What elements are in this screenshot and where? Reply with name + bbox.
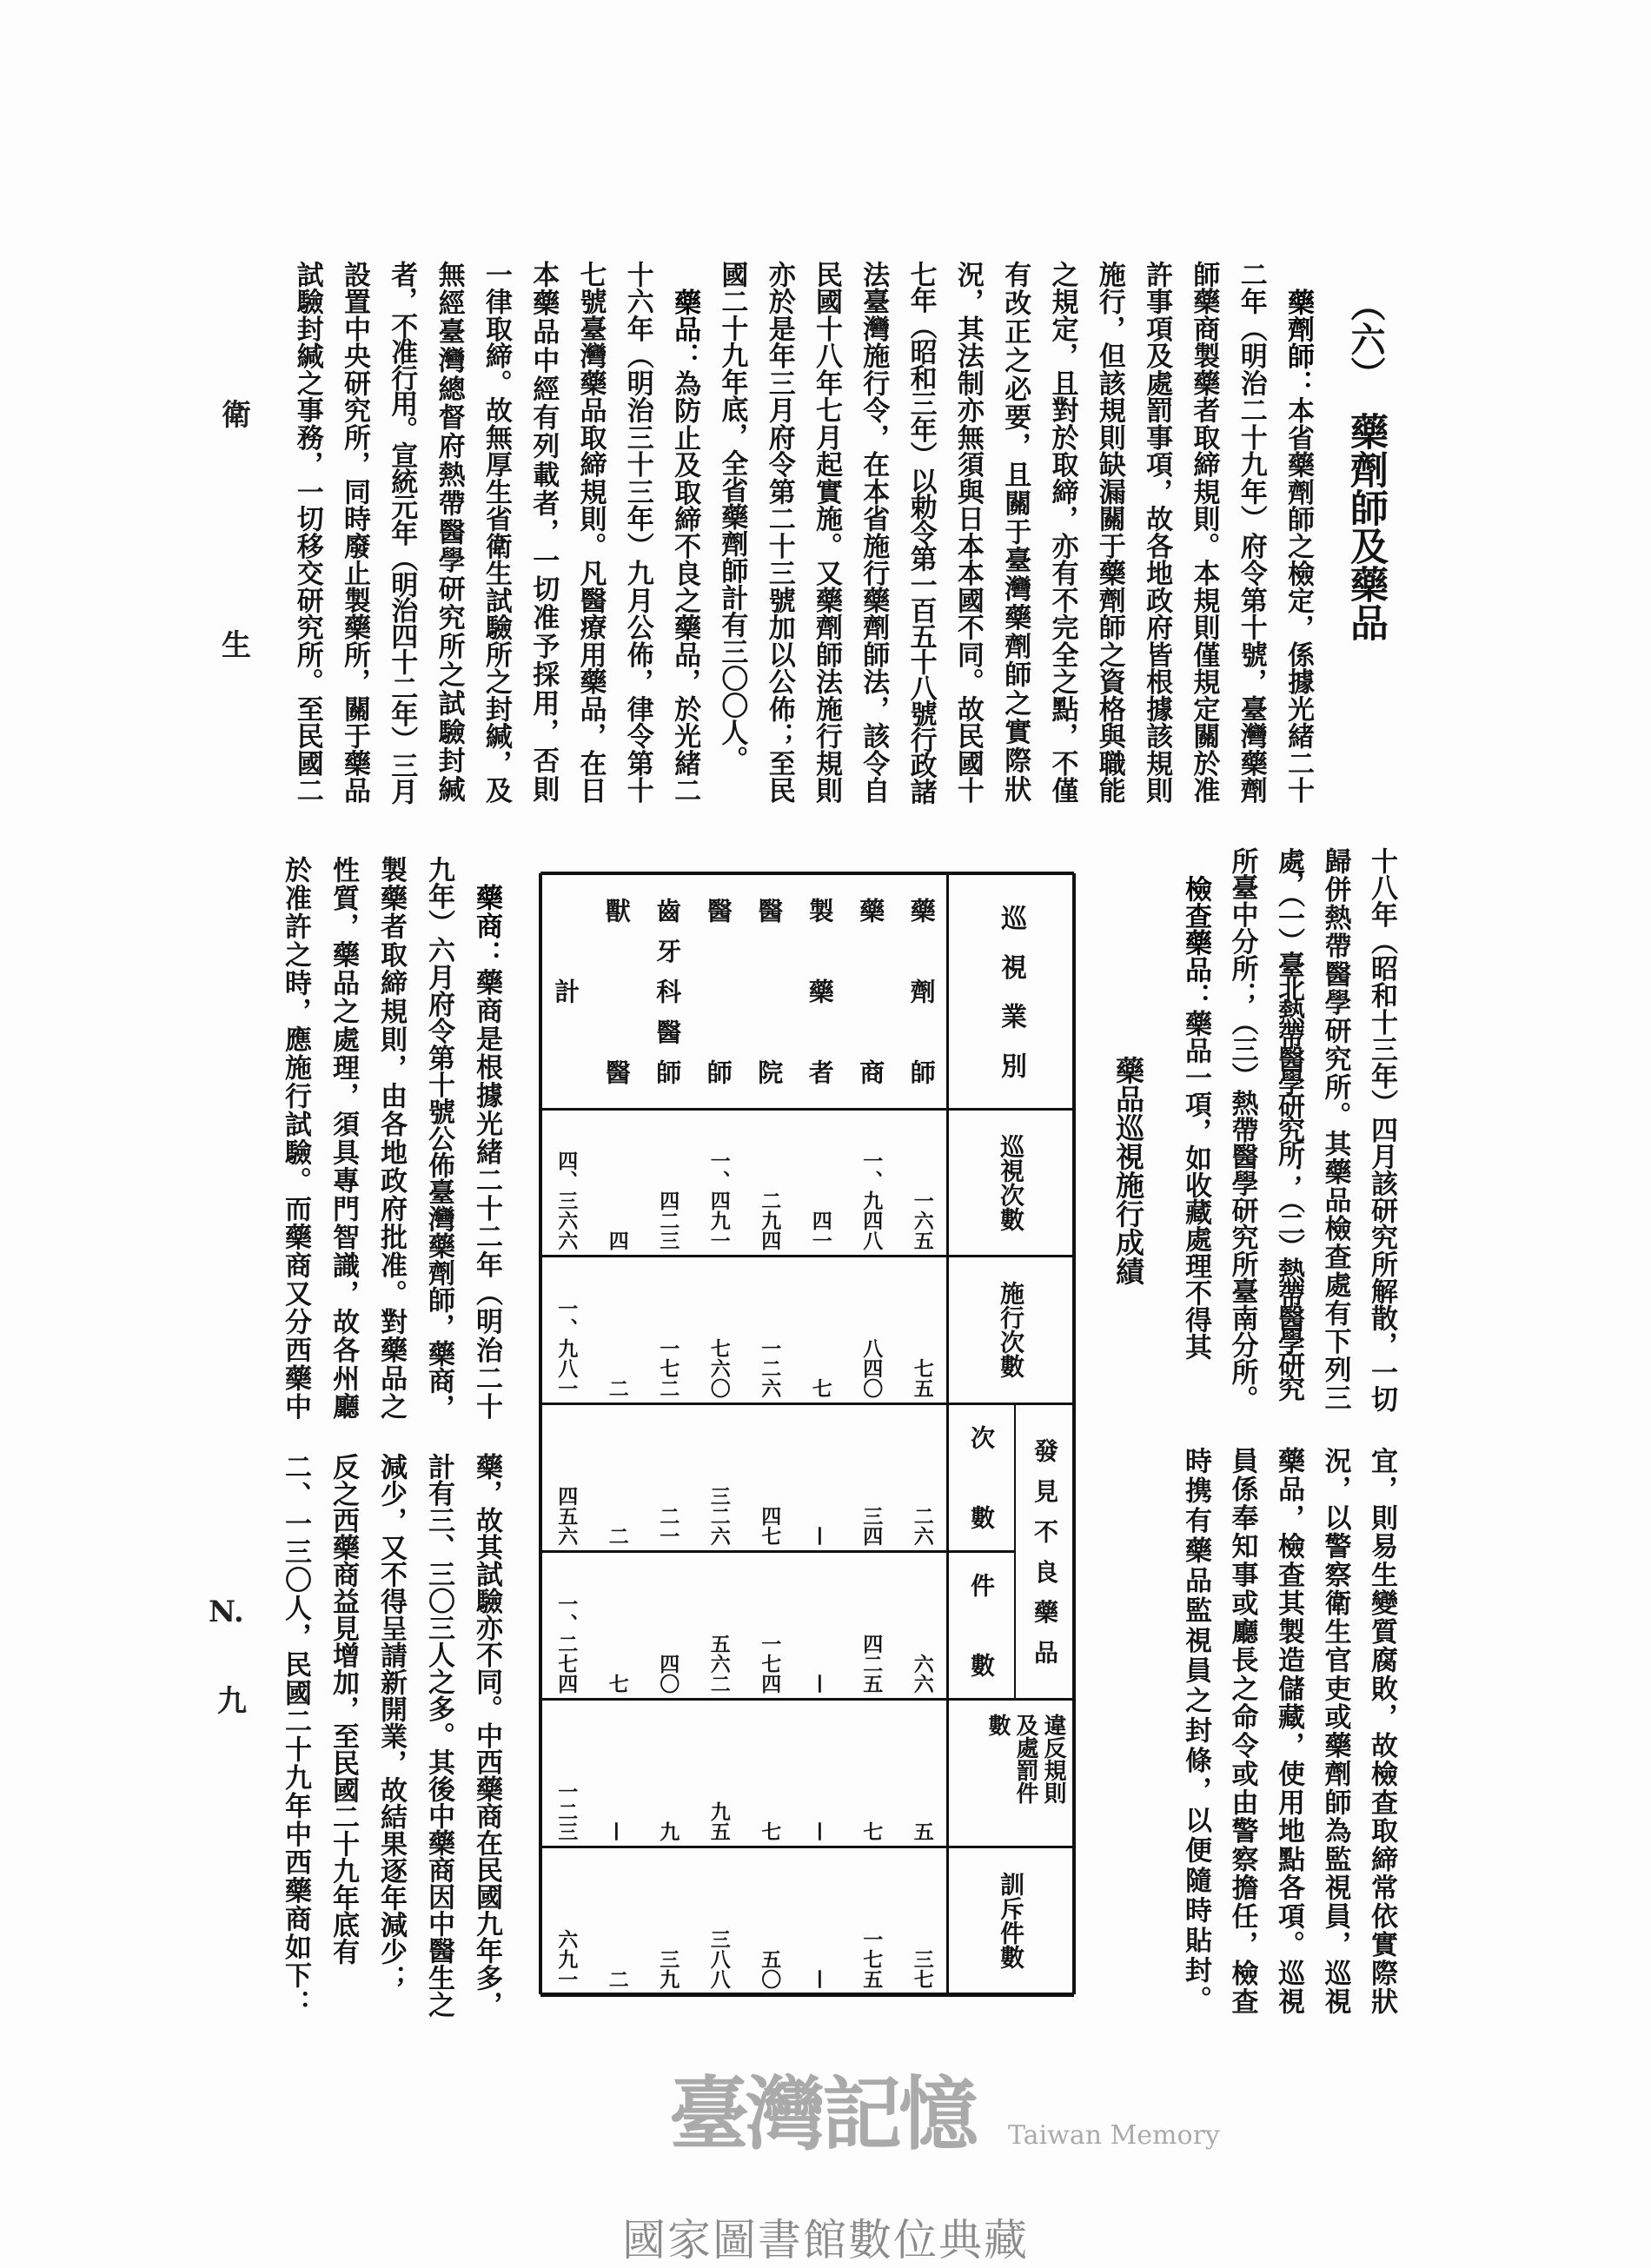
header-found-items [947,1551,1015,1699]
table-value-text: 一、九八一 [554,1298,579,1398]
paragraph-heading: 藥商： [471,884,502,969]
category-label-text: 藥劑師 [906,898,937,1084]
text-column: 歸併熱帶醫學研究所。其藥品檢查處有下列三 [1319,847,1351,1412]
table-value-text: 三四 [859,1506,884,1546]
table-value [897,1403,948,1551]
header-patrol-text: 巡視次數 [997,1133,1025,1231]
header-found-items-text: 件數 [967,1573,996,1677]
table-value [592,1256,643,1403]
table-value-text: 一二三 [554,1781,579,1841]
table-value [693,1403,745,1551]
text-column: 有改正之必要，且關于臺灣藥劑師之實際狀 [999,261,1031,804]
table-value [693,1847,745,1994]
text-column: 十六年（明治三十三年）九月公佈，律令第十 [621,261,653,804]
table-value [540,1847,592,1994]
table-value [693,1699,745,1847]
header-violation-line-text: 及處罰件 [1012,1714,1038,1804]
table-value-text: 四〇 [656,1654,680,1694]
category-label [845,873,897,1109]
header-exec [947,1256,1074,1403]
table-value-text: — [808,1821,832,1841]
text-column: 況，以警察衛生官吏或藥劑師為監視員，巡視 [1319,1447,1351,2016]
table-value-text: — [808,1526,832,1546]
header-category [947,873,1074,1109]
text-column: 十八年（昭和十三年）四月該研究所解散，一切 [1366,847,1397,1412]
table-value [744,1551,795,1699]
header-reprimand-text: 訓斥件數 [997,1872,1025,1969]
table-value [897,1256,948,1403]
table-value-text: 一七二 [656,1338,680,1398]
table-value [845,1403,897,1551]
table-value [744,1699,795,1847]
table-value [744,1403,795,1551]
table-value [795,1109,846,1256]
table-value [795,1403,846,1551]
category-label-text: 醫師 [703,898,733,1084]
paragraph-heading: 藥品： [669,288,701,370]
header-category-text: 巡視業別 [996,904,1026,1078]
table-value-text: 八四〇 [859,1338,884,1398]
text-column: 之規定，且對於取締，亦有不完全之點，不僅 [1046,261,1078,804]
table-value-text: 七 [859,1821,884,1841]
table-value [642,1256,693,1403]
table-value [845,1847,897,1994]
header-violation-line [984,1714,1011,1835]
text-column: 員係奉知事或廳長之命令或由警察擔任，檢查 [1226,1447,1258,2016]
table-value-text: 三八八 [706,1929,731,1989]
text-column: 藥，故其試驗亦不同。中西藥商在民國九年多， [471,1453,502,2018]
table-value [642,1699,693,1847]
category-label [540,873,592,1109]
table-value [540,1551,592,1699]
table-value [845,1699,897,1847]
table-value-text: 五 [910,1821,934,1841]
text-column: 所臺中分所；（三）熱帶醫學研究所臺南分所。 [1226,847,1258,1412]
header-patrol [947,1109,1074,1256]
table-value-text: 二 [605,1526,629,1546]
table-value-text: 九五 [706,1801,731,1841]
text-column: 製藥者取締規則，由各地政府批准。對藥品之 [375,856,407,1421]
table-value [795,1699,846,1847]
text-column: 減少，又不得呈請新開業，故結果逐年減少； [375,1453,407,1992]
table-value-text: 四二五 [859,1634,884,1694]
table-value [795,1847,846,1994]
table-value [897,1551,948,1699]
table-value [642,1403,693,1551]
text-column: 反之西藥商益見增加，至民國二十九年底有 [328,1453,359,1965]
table-value-text: 六六 [910,1654,934,1694]
paragraph-heading: 檢查藥品： [1180,875,1211,1010]
table-value-text: 六九一 [554,1929,579,1989]
text-column: 施行，但該規則缺漏關于藥劑師之資格與職能 [1093,261,1125,804]
text-column: 宜，則易生變質腐敗，故檢查取締常依實際狀 [1366,1447,1397,2016]
table-value-text: 一七四 [758,1634,782,1694]
table-value-text: 一二六 [758,1338,782,1398]
running-head-bottom: 生 [222,628,251,663]
table-value [592,1847,643,1994]
text-column: 九年）六月府令第十號公佈臺灣藥劑師，藥商， [423,856,454,1421]
header-reprimand [947,1847,1074,1994]
header-exec-text: 施行次數 [997,1281,1025,1378]
column-text: 本省藥劑師之檢定，係據光緒二十 [1283,396,1314,804]
table-value-text: 五六二 [706,1634,731,1694]
table-value [592,1699,643,1847]
section-number: （六） [1345,287,1386,391]
table-value-text: 三九 [656,1949,680,1989]
category-label-text: 獸醫 [601,898,632,1084]
category-label-text: 醫院 [754,898,785,1084]
table-value [897,1109,948,1256]
table-value-text: 一、九四八 [859,1151,884,1250]
header-violation-line-text: 違反規則 [1040,1714,1066,1804]
category-label [642,873,693,1109]
table-value-text: 二 [605,1969,629,1989]
table-value [540,1109,592,1256]
text-column: 況，其法制亦無須與日本本國不同。故民國十 [951,261,984,804]
table-value [693,1256,745,1403]
table-value-text: 四、三六六 [554,1151,579,1250]
text-column: 一律取締。故無厚生省衛生試驗所之封緘，及 [480,261,512,804]
text-column: 於准許之時，應施行試驗。而藥商又分西藥中 [280,856,311,1421]
category-label [693,873,745,1109]
page-number: 九 [217,1684,247,1719]
footer-credit: 國家圖書館數位典藏 [622,2215,1029,2265]
table-value-text: 七 [808,1378,832,1398]
table-value [744,1256,795,1403]
text-column: 時携有藥品監視員之封條，以便隨時貼封。 [1180,1447,1211,2016]
category-label-text: 藥商 [856,898,886,1084]
column-text: 藥品一項，如收藏處理不得其 [1180,1010,1211,1360]
text-column [667,261,702,804]
text-column: 設置中央研究所，同時廢止製藥所，關于藥品 [339,261,370,804]
table-value-text: 四七 [758,1506,782,1546]
text-column: 二、一三〇人，民國二十九年中西藥商如下： [280,1453,311,2018]
text-column: 法臺灣施行令，在本省施行藥劑師法，該令自 [858,261,890,804]
text-column: 計有三、三〇三人之多。其後中藥商因中醫生之 [423,1453,454,2018]
table-value-text: 一七五 [859,1929,884,1989]
table-value [897,1699,948,1847]
category-label [897,873,948,1109]
header-violation-line-text: 數 [985,1714,1011,1736]
table-value-text: 二 [605,1378,629,1398]
text-column: 國二十九年底，全省藥劑師計有三〇〇人。 [716,261,748,773]
table-value [693,1551,745,1699]
text-column: 師藥商製藥者取締規則。本規則僅規定關於准 [1188,261,1220,804]
watermark-subtext: Taiwan Memory [1008,2120,1220,2151]
table-value [845,1256,897,1403]
section-title [1342,287,1389,641]
text-column: 者，不准行用。宣統元年（明治四十二年）三月 [386,261,418,804]
column-text: 為防止及取締不良之藥品，於光緒二 [669,369,701,805]
table-value-text: — [605,1821,629,1841]
table-value-text: 一、二七四 [554,1594,579,1694]
table-value-text: 二一 [656,1506,680,1546]
header-violation-line [1011,1714,1039,1835]
table-value [845,1109,897,1256]
text-column: 處，（一）臺北熱帶醫學研究所；（二）熱帶醫學研究 [1273,847,1304,1399]
text-column: 藥品，檢查其製造儲藏，使用地點各項。巡視 [1273,1447,1304,2016]
header-found-group [1015,1403,1074,1699]
header-found-times-text: 次數 [967,1425,996,1529]
section-title-text: 藥劑師及藥品 [1343,412,1388,641]
table-value [592,1403,643,1551]
table-value [845,1551,897,1699]
table-value [693,1109,745,1256]
table-value [540,1403,592,1551]
text-column: 許事項及處罰事項，故各地政府皆根據該規則 [1141,261,1173,804]
watermark-logo: 臺灣記憶 [669,2067,976,2161]
table-value-text: 五〇 [758,1949,782,1989]
text-column [469,856,504,1421]
text-column: 無經臺灣總督府熱帶醫學研究所之試驗封緘 [433,261,465,804]
text-column [1178,847,1213,1412]
text-column: 本藥品中經有列載者，一切准予採用，否則 [527,261,560,804]
page-prefix: N. [209,1595,244,1629]
table-value-text: 七五 [910,1358,934,1398]
table-value [897,1847,948,1994]
table-value [592,1551,643,1699]
table-value-text: 一六五 [910,1190,934,1250]
text-column: 二年（明治二十九年）府令第十號，臺灣藥劑 [1235,261,1267,804]
table-title: 藥品巡視施行成績 [1111,1056,1145,1285]
table-value-text: 四二三 [656,1190,680,1250]
paragraph-heading: 藥劑師： [1283,288,1314,397]
text-column: 七年（昭和三年）以勅令第一百五十八號行政諸 [905,261,937,804]
table-value-text: 四五六 [554,1486,579,1546]
table-value [592,1109,643,1256]
table-value-text: — [808,1674,832,1694]
text-column: 民國十八年七月起實施。又藥劑師法施行規則 [811,261,842,804]
running-head-top: 衛 [222,398,251,433]
table-value-text: 一、四九一 [706,1151,731,1250]
table-value [744,1109,795,1256]
column-text: 藥商是根據光緒二十二年（明治二十 [471,968,502,1422]
table-value [642,1109,693,1256]
header-found-group-text: 發見不良藥品 [1031,1438,1059,1664]
table-value-text: 四 [605,1230,629,1250]
table-value-text: 七六〇 [706,1338,731,1398]
table-value [795,1256,846,1403]
table-value [744,1847,795,1994]
table-value [642,1847,693,1994]
table-value [540,1699,592,1847]
table-value [642,1551,693,1699]
category-label-text: 齒牙科醫師 [653,898,683,1084]
table-value-text: 七 [758,1821,782,1841]
text-column [1281,261,1316,804]
table-value-text: 九 [656,1821,680,1841]
header-found-times [947,1403,1015,1551]
table-value-text: 三七 [910,1949,934,1989]
table-value-text: 二九四 [758,1190,782,1250]
text-column: 亦於是年三月府令第二十三號加以公佈；至民 [763,261,795,804]
table-value-text: 三二六 [706,1486,731,1546]
table-value [540,1256,592,1403]
category-label-text: 計 [551,978,581,1004]
category-label [795,873,846,1109]
table-value-text: 七 [605,1674,629,1694]
text-column: 性質，藥品之處理，須具專門智識，故各州廳 [328,856,359,1421]
category-label [744,873,795,1109]
category-label [592,873,643,1109]
table-value-text: 二六 [910,1506,934,1546]
text-column: 七號臺灣藥品取締規則。凡醫療用藥品，在日 [574,261,607,804]
table-value-text: — [808,1969,832,1989]
category-label-text: 製藥者 [805,898,835,1084]
table-value [795,1551,846,1699]
header-violation-line [1039,1714,1067,1835]
table-value-text: 四一 [808,1210,832,1250]
text-column: 試驗封緘之事務，一切移交研究所。至民國二 [291,261,323,804]
